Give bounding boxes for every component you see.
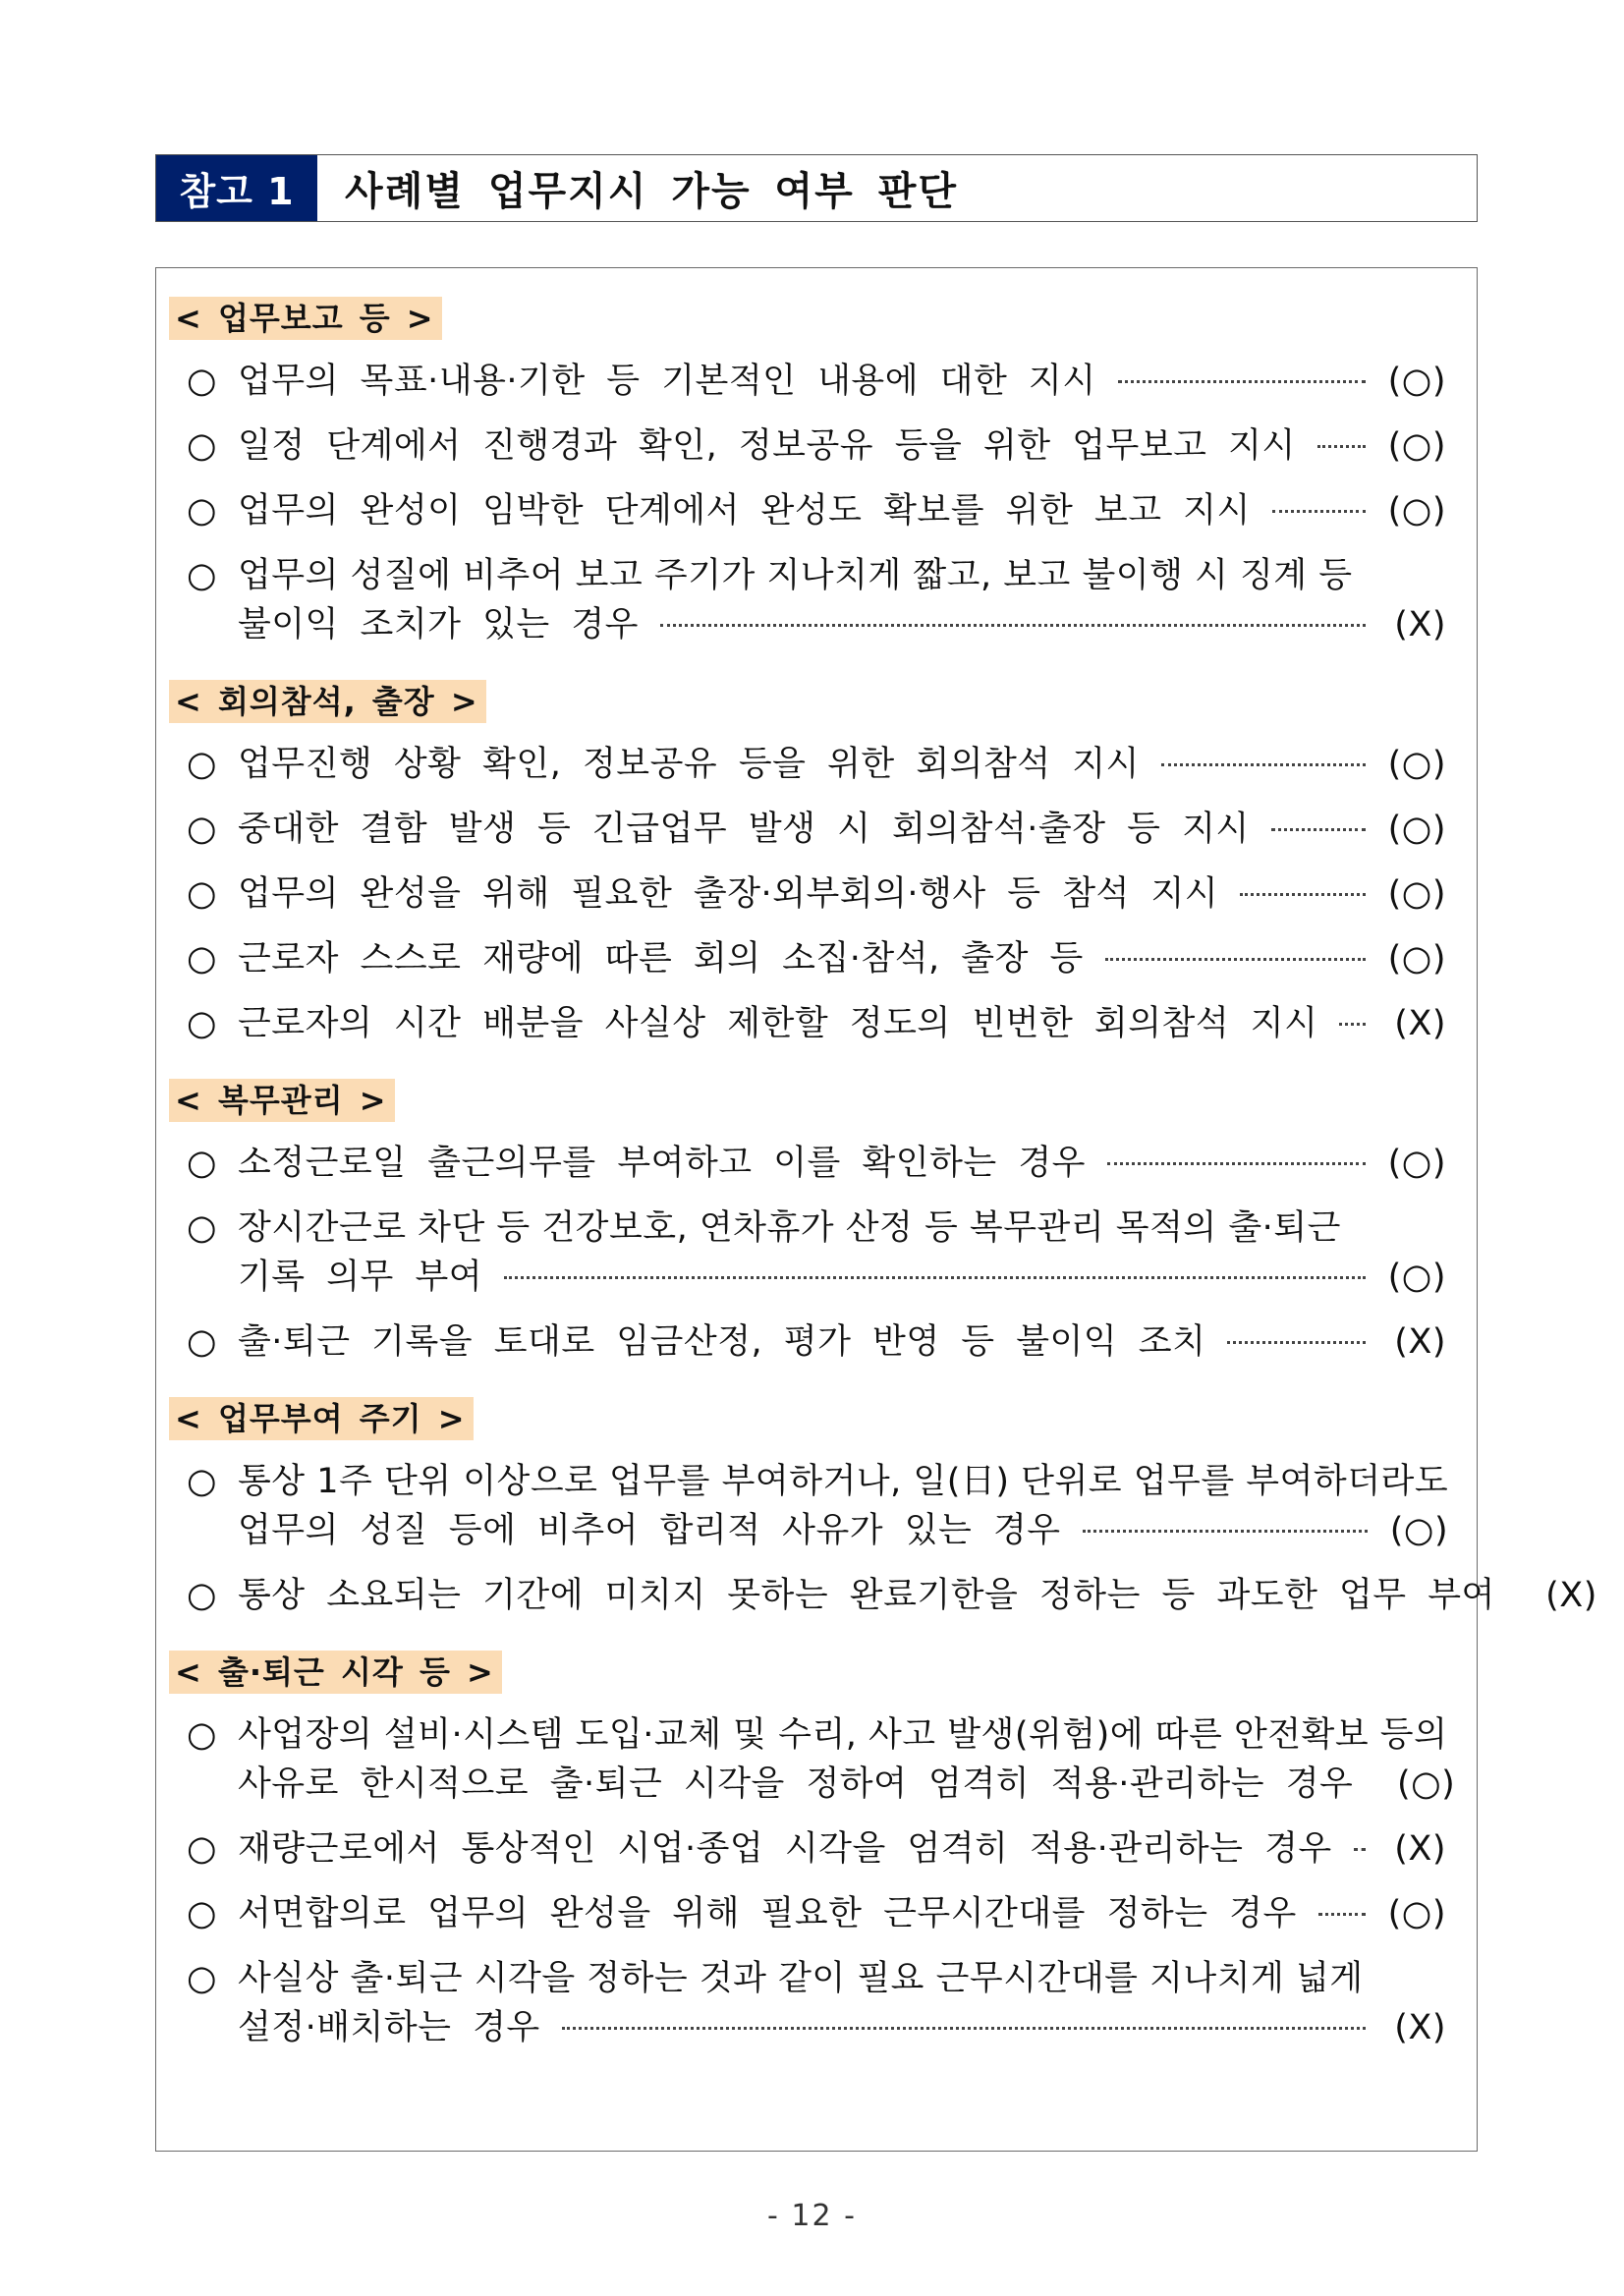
page-number: - 12 - [767,2199,857,2233]
item-body [238,1954,1446,2052]
list-item [169,805,1446,854]
dot-leader [1339,1023,1366,1026]
section-heading: < 복무관리 > [169,1079,395,1122]
bullet-circle-icon: ○ [187,1208,218,1248]
item-body [238,1824,1446,1874]
item-body [238,1571,1597,1620]
judgement-mark: (○) [1396,1764,1456,1804]
section-heading: < 업무부여 주기 > [169,1397,474,1440]
section-gap [169,1048,1446,1078]
item-line [238,1760,1455,1809]
judgement-mark: (X) [1394,2008,1446,2047]
bullet-circle-icon: ○ [187,810,218,849]
judgement-mark: (X) [1545,1576,1597,1615]
judgement-mark: (○) [1387,491,1446,531]
item-line [238,1889,1446,1938]
dot-leader [562,2027,1366,2030]
list-item [169,869,1446,919]
judgement-mark: (○) [1387,874,1446,914]
page-title: 사례별 업무지시 가능 여부 판단 [345,169,959,214]
list-item [169,999,1446,1048]
bullet-circle-icon: ○ [187,745,218,784]
dot-leader [504,1276,1366,1279]
list-item [169,740,1446,789]
section [169,1650,1456,2052]
content [169,296,1597,2052]
dot-leader [1105,958,1366,961]
item-body [238,999,1446,1048]
judgement-mark: (X) [1394,1004,1446,1043]
bullet-circle-icon: ○ [187,1576,218,1615]
dot-leader [1272,510,1366,513]
section-heading-wrap [169,296,1446,341]
section-gap [169,649,1446,679]
bullet-circle-icon: ○ [187,362,218,401]
judgement-mark: (○) [1387,1894,1446,1933]
bullet-circle-icon: ○ [187,1004,218,1043]
judgement-mark: (○) [1387,810,1446,849]
bullet-circle-icon: ○ [187,1959,218,1998]
dot-leader [1118,380,1366,383]
bullet-circle-icon: ○ [187,491,218,531]
list-item [169,1204,1446,1302]
item-text: 통상 소요되는 기간에 미치지 못하는 완료기한을 정하는 등 과도한 업무 부여 [238,1576,1495,1615]
dot-leader [1271,828,1366,831]
judgement-mark: (○) [1387,939,1446,979]
bullet-circle-icon: ○ [187,1462,218,1501]
item-text: 중대한 결함 발생 등 긴급업무 발생 시 회의참석·출장 등 지시 [238,810,1250,849]
bullet-circle-icon: ○ [187,426,218,466]
item-body [238,1457,1448,1555]
judgement-mark: (○) [1387,362,1446,401]
bullet-circle-icon: ○ [187,939,218,979]
item-body [238,805,1446,854]
list-item [169,1954,1446,2052]
item-line [238,1139,1446,1188]
item-text: 사유로 한시적으로 출·퇴근 시각을 정하여 엄격히 적용·관리하는 경우 [238,1764,1354,1804]
section [169,296,1446,649]
judgement-mark: (○) [1387,745,1446,784]
item-line [238,1824,1446,1874]
section [169,1396,1597,1620]
item-line [238,357,1446,406]
item-body [238,740,1446,789]
item-line [238,600,1446,649]
section-heading: < 출·퇴근 시각 등 > [169,1651,502,1694]
section-heading-wrap [169,679,1446,724]
item-text: 기록 의무 부여 [238,1258,483,1297]
bullet-circle-icon: ○ [187,1715,218,1755]
list-item [169,1317,1446,1367]
judgement-mark: (X) [1394,1829,1446,1869]
judgement-mark: (X) [1394,1322,1446,1362]
item-body [238,357,1446,406]
title-bar [155,154,1478,222]
item-first-line: 통상 1주 단위 이상으로 업무를 부여하거나, 일(日) 단위로 업무를 부여하더라도 [238,1462,1449,1501]
item-text: 일정 단계에서 진행경과 확인, 정보공유 등을 위한 업무보고 지시 [238,426,1296,466]
item-body [238,869,1446,919]
title-tag: 참고 1 [156,155,317,221]
item-first-line: 장시간근로 차단 등 건강보호, 연차휴가 산정 등 복무관리 목적의 출·퇴근 [238,1208,1341,1248]
item-text: 재량근로에서 통상적인 시업·종업 시각을 엄격히 적용·관리하는 경우 [238,1829,1332,1869]
list-item [169,357,1446,406]
item-first-line: 업무의 성질에 비추어 보고 주기가 지나치게 짧고, 보고 불이행 시 징계 등 [238,556,1353,595]
item-body [238,551,1446,649]
item-text: 출·퇴근 기록을 토대로 임금산정, 평가 반영 등 불이익 조치 [238,1322,1206,1362]
list-item [169,486,1446,535]
list-item [169,1710,1456,1809]
item-text: 서면합의로 업무의 완성을 위해 필요한 근무시간대를 정하는 경우 [238,1894,1297,1933]
bullet-circle-icon: ○ [187,1894,218,1933]
item-line [238,999,1446,1048]
bullet-circle-icon: ○ [187,1144,218,1183]
list-item [169,1571,1597,1620]
item-text: 근로자의 시간 배분을 사실상 제한할 정도의 빈번한 회의참석 지시 [238,1004,1318,1043]
item-body [238,1710,1455,1809]
list-item [169,421,1446,471]
bullet-circle-icon: ○ [187,1829,218,1869]
list-item [169,551,1446,649]
dot-leader [1107,1162,1366,1165]
section [169,1078,1446,1367]
item-first-line: 사업장의 설비·시스템 도입·교체 및 수리, 사고 발생(위험)에 따른 안전확보 등의 [238,1715,1448,1755]
section-heading-wrap [169,1078,1446,1123]
judgement-mark: (○) [1387,1258,1446,1297]
bullet-circle-icon: ○ [187,556,218,595]
item-text: 업무의 목표·내용·기한 등 기본적인 내용에 대한 지시 [238,362,1096,401]
item-line [238,805,1446,854]
item-line [238,1253,1446,1302]
list-item [169,1889,1446,1938]
bullet-circle-icon: ○ [187,874,218,914]
item-text: 근로자 스스로 재량에 따른 회의 소집·참석, 출장 등 [238,939,1084,979]
item-text: 업무의 성질 등에 비추어 합리적 사유가 있는 경우 [238,1511,1061,1550]
dot-leader [1227,1341,1366,1344]
item-body [238,1889,1446,1938]
list-item [169,1139,1446,1188]
section-heading-wrap [169,1396,1446,1441]
section-heading-wrap [169,1650,1446,1695]
item-text: 불이익 조치가 있는 경우 [238,605,639,644]
section-gap [169,1620,1446,1650]
section-heading: < 회의참석, 출장 > [169,680,486,723]
list-item [169,934,1446,983]
item-line [238,1506,1448,1555]
list-item [169,1824,1446,1874]
dot-leader [1317,445,1366,448]
item-text: 소정근로일 출근의무를 부여하고 이를 확인하는 경우 [238,1144,1086,1183]
section-gap [169,1367,1446,1396]
judgement-mark: (○) [1387,1144,1446,1183]
item-body [238,486,1446,535]
item-line [238,1317,1446,1367]
judgement-mark: (○) [1389,1511,1449,1550]
item-line [238,1571,1597,1620]
section-heading: < 업무보고 등 > [169,297,442,340]
dot-leader [660,624,1366,627]
item-text: 설정·배치하는 경우 [238,2008,540,2047]
dot-leader [1083,1530,1369,1533]
item-first-line: 사실상 출·퇴근 시각을 정하는 것과 같이 필요 근무시간대를 지나치게 넓게 [238,1959,1364,1998]
item-body [238,934,1446,983]
section [169,679,1446,1048]
item-line [238,869,1446,919]
item-text: 업무의 완성이 임박한 단계에서 완성도 확보를 위한 보고 지시 [238,491,1251,531]
item-line [238,421,1446,471]
item-line [238,740,1446,789]
item-line [238,486,1446,535]
bullet-circle-icon: ○ [187,1322,218,1362]
dot-leader [1161,763,1366,766]
dot-leader [1240,893,1366,896]
judgement-mark: (X) [1394,605,1446,644]
item-body [238,1204,1446,1302]
item-text: 업무진행 상황 확인, 정보공유 등을 위한 회의참석 지시 [238,745,1140,784]
item-text: 업무의 완성을 위해 필요한 출장·외부회의·행사 등 참석 지시 [238,874,1219,914]
judgement-mark: (○) [1387,426,1446,466]
dot-leader [1354,1848,1366,1851]
item-line [238,934,1446,983]
dot-leader [1318,1913,1366,1916]
item-body [238,1317,1446,1367]
item-body [238,421,1446,471]
list-item [169,1457,1449,1555]
item-line [238,2003,1446,2052]
item-body [238,1139,1446,1188]
